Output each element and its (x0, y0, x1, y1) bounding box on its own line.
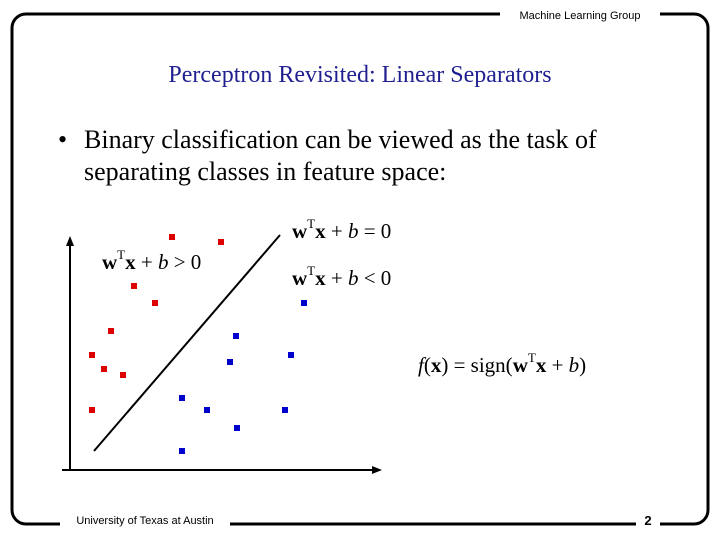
red-point (89, 407, 95, 413)
slide-title: Perceptron Revisited: Linear Separators (168, 62, 552, 88)
header-group-label: Machine Learning Group (500, 9, 660, 23)
red-point (152, 300, 158, 306)
equation-negative: $w^Tx + b < 0$ (292, 263, 392, 290)
red-point (108, 328, 114, 334)
y-axis-arrow (66, 236, 74, 246)
red-point (131, 283, 137, 289)
bullet-item (58, 124, 678, 188)
bullet-text: Binary classification can be viewed as the task of separating classes in feature space: (84, 125, 597, 186)
red-point (120, 372, 126, 378)
bullet-marker: • (58, 125, 68, 154)
blue-point (234, 425, 240, 431)
blue-points (179, 300, 307, 454)
x-axis-arrow (372, 466, 382, 474)
red-point (101, 366, 107, 372)
red-point (218, 239, 224, 245)
blue-point (301, 300, 307, 306)
page-number: 2 (636, 512, 660, 530)
red-point (89, 352, 95, 358)
footer-university: University of Texas at Austin (60, 514, 230, 528)
red-point (169, 234, 175, 240)
equation-decision-function: $f(x) = sign(w^Tx + b)$ (418, 350, 587, 377)
blue-point (233, 333, 239, 339)
blue-point (179, 448, 185, 454)
equation-boundary: $w^Tx + b = 0$ (292, 216, 392, 243)
blue-point (227, 359, 233, 365)
blue-point (288, 352, 294, 358)
blue-point (204, 407, 210, 413)
equation-positive: $w^Tx + b > 0$ (102, 247, 202, 274)
blue-point (179, 395, 185, 401)
blue-point (282, 407, 288, 413)
